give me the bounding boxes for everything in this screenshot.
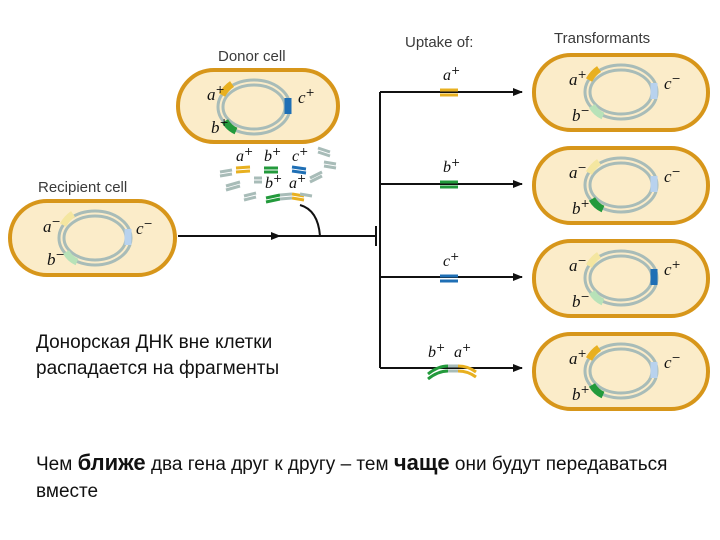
donor-cell-header: Donor cell (218, 48, 286, 65)
svg-text:a+: a+ (569, 68, 587, 89)
donor-label-a: a+ (207, 83, 225, 104)
branch-bracket (372, 226, 376, 246)
svg-text:b+: b+ (572, 197, 590, 218)
svg-text:c−: c− (664, 351, 681, 372)
uptake-fragment-ba (428, 341, 476, 379)
fragment-label-a: a+ (236, 145, 254, 165)
svg-text:b−: b− (572, 290, 590, 311)
fragment-label-b: b+ (264, 145, 282, 165)
emphasis-closer: ближе (77, 450, 146, 475)
recipient-cell (10, 201, 175, 275)
donor-label-c: c+ (298, 86, 315, 107)
svg-text:b+: b+ (572, 383, 590, 404)
transformant-a (534, 55, 708, 130)
recipient-label-b: b− (47, 248, 65, 269)
transformant-c (534, 241, 708, 316)
svg-text:c+: c+ (664, 258, 681, 279)
fragments-curve-arrow (300, 205, 320, 236)
fragment-label-b2: b+ (265, 172, 283, 192)
svg-text:b−: b− (572, 104, 590, 125)
svg-text:a+: a+ (454, 341, 472, 361)
svg-text:c−: c− (664, 165, 681, 186)
donor-dna-fragments (220, 145, 336, 202)
recipient-cell-header: Recipient cell (38, 179, 128, 196)
svg-text:a−: a− (569, 254, 587, 275)
uptake-fragment-c (440, 250, 459, 281)
uptake-fragment-a (440, 64, 460, 95)
svg-text:a+: a+ (443, 64, 461, 84)
uptake-fragment-b (440, 156, 460, 187)
svg-text:c−: c− (664, 72, 681, 93)
linkage-caption: Чем ближе два гена друг к другу – тем чаще они будут передаваться вместе (36, 450, 668, 502)
uptake-header: Uptake of: (405, 34, 474, 51)
recipient-label-c: c− (136, 217, 153, 238)
transformants-header: Transformants (554, 30, 651, 47)
fragment-label-a2: a+ (289, 172, 307, 192)
svg-text:a−: a− (569, 161, 587, 182)
recipient-label-a: a− (43, 215, 61, 236)
svg-text:b+: b+ (428, 341, 446, 361)
emphasis-more-often: чаще (393, 450, 450, 475)
donor-cell (178, 70, 338, 142)
svg-text:c+: c+ (443, 250, 460, 270)
transformant-b (534, 148, 708, 223)
fragment-label-c: c+ (292, 145, 309, 165)
transformant-ab (534, 334, 708, 409)
donor-label-b: b+ (211, 116, 229, 137)
svg-text:a+: a+ (569, 347, 587, 368)
svg-text:b+: b+ (443, 156, 461, 176)
fragments-caption: Донорская ДНК вне клетки распадается на фрагменты (36, 332, 280, 379)
